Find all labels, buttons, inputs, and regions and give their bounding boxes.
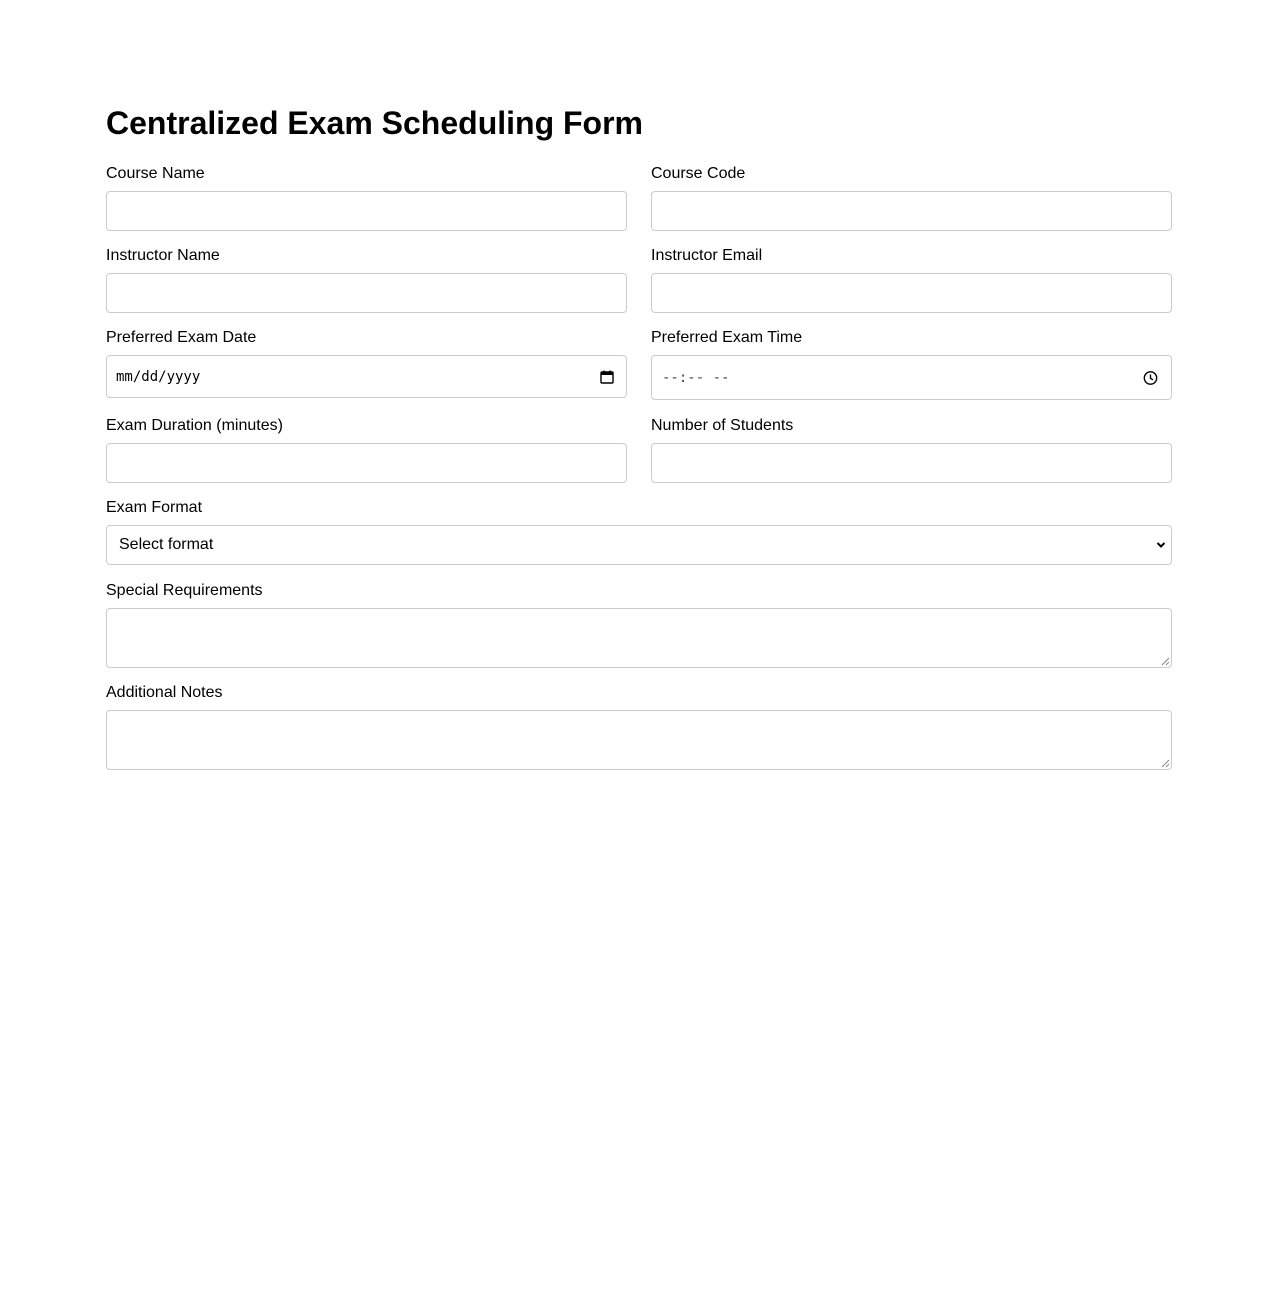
exam-time-placeholder: --:-- --: [662, 369, 730, 386]
additional-notes-label: Additional Notes: [106, 684, 223, 701]
course-name-label: Course Name: [106, 165, 205, 182]
form-row-datetime: [106, 328, 1172, 400]
instructor-email-label: Instructor Email: [651, 247, 763, 264]
exam-format-selected-value: Select format: [119, 536, 214, 553]
exam-format-label: Exam Format: [106, 499, 203, 516]
exam-date-placeholder: mm/dd/yyyy: [116, 368, 201, 385]
exam-scheduling-form: [106, 100, 1172, 770]
clock-icon[interactable]: [1143, 370, 1158, 385]
instructor-email-group: [651, 246, 1172, 313]
num-students-group: [651, 416, 1172, 483]
instructor-email-input[interactable]: [651, 273, 1172, 313]
exam-date-input[interactable]: [106, 355, 627, 398]
exam-time-label: Preferred Exam Time: [651, 329, 803, 346]
instructor-name-label: Instructor Name: [106, 247, 220, 264]
special-requirements-label: Special Requirements: [106, 582, 263, 599]
exam-duration-input[interactable]: [106, 443, 627, 483]
course-code-label: Course Code: [651, 165, 746, 182]
exam-format-group: [106, 498, 1172, 565]
resize-handle-icon[interactable]: [1161, 657, 1170, 666]
resize-handle-icon[interactable]: [1161, 759, 1170, 768]
num-students-input[interactable]: [651, 443, 1172, 483]
instructor-name-input[interactable]: [106, 273, 627, 313]
exam-format-select[interactable]: [106, 525, 1172, 565]
form-row-instructor: [106, 246, 1172, 313]
num-students-label: Number of Students: [651, 417, 794, 434]
instructor-name-group: [106, 246, 627, 313]
exam-date-group: [106, 328, 627, 400]
course-code-input[interactable]: [651, 191, 1172, 231]
chevron-down-icon[interactable]: [1156, 541, 1166, 549]
form-title: Centralized Exam Scheduling Form: [106, 105, 643, 141]
exam-time-group: [651, 328, 1172, 400]
course-code-group: [651, 164, 1172, 231]
course-name-input[interactable]: [106, 191, 627, 231]
exam-duration-label: Exam Duration (minutes): [106, 417, 283, 434]
special-requirements-group: [106, 581, 1172, 668]
additional-notes-group: [106, 683, 1172, 770]
calendar-icon[interactable]: [600, 370, 614, 384]
additional-notes-textarea[interactable]: [106, 710, 1172, 770]
form-row-duration: [106, 416, 1172, 483]
exam-time-input[interactable]: [651, 355, 1172, 400]
course-name-group: [106, 164, 627, 231]
special-requirements-textarea[interactable]: [106, 608, 1172, 668]
exam-date-label: Preferred Exam Date: [106, 329, 257, 346]
exam-duration-group: [106, 416, 627, 483]
form-row-course: [106, 164, 1172, 231]
